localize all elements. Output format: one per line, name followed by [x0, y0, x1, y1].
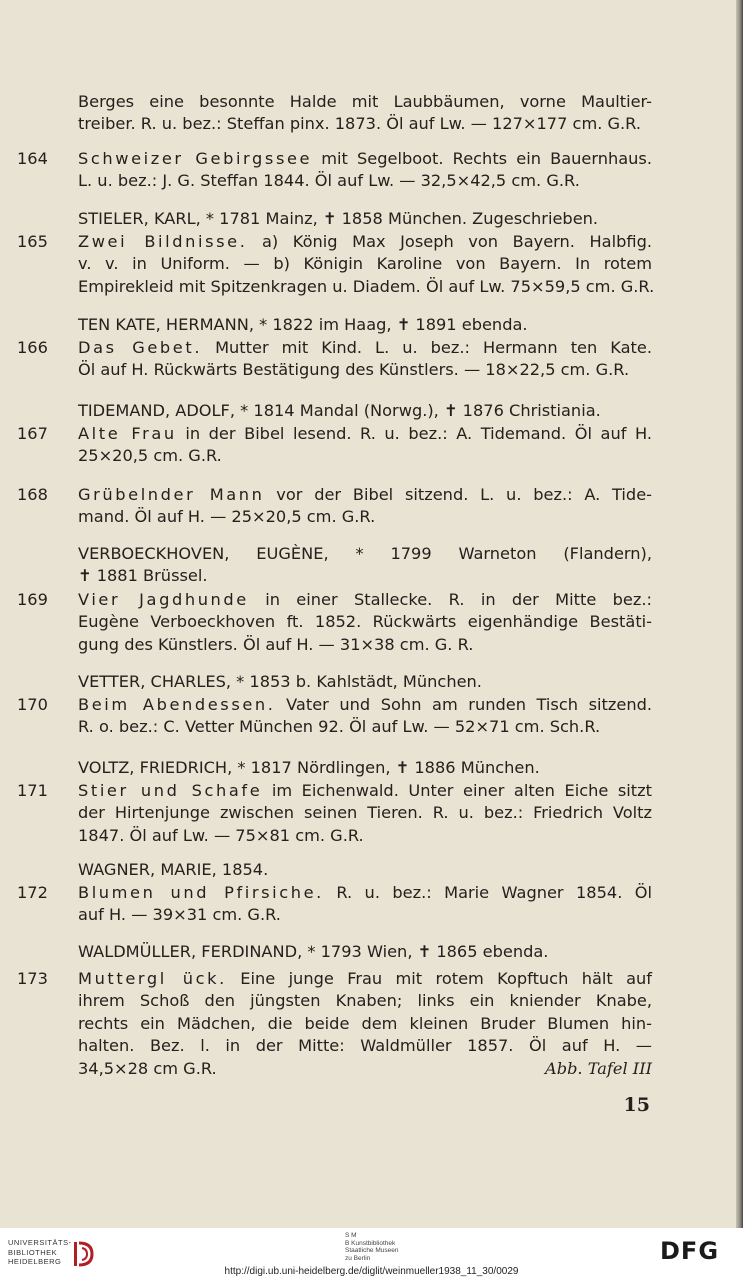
- text-line: [78, 588, 652, 611]
- line-text: VETTER, CHARLES, * 1853 b. Kahlstädt, München.: [78, 672, 482, 691]
- work-title: Blumen und Pfirsiche.: [78, 883, 324, 902]
- line-text: VERBOECKHOVEN, EUGÈNE, * 1799 Warneton (Flandern),: [78, 544, 652, 563]
- text-line: [78, 801, 652, 824]
- line-text: VOLTZ, FRIEDRICH, * 1817 Nördlingen, ✝ 1886 München.: [78, 758, 540, 777]
- dfg-logo[interactable]: DFG: [660, 1237, 720, 1265]
- text-line: [78, 422, 652, 445]
- work-title: Beim Abendessen.: [78, 695, 276, 714]
- work-title: Schweizer Gebirgssee: [78, 149, 313, 168]
- stamp-line: Staatliche Museen: [345, 1247, 399, 1254]
- line-text: auf H. — 39×31 cm. G.R.: [78, 905, 281, 925]
- book-edge: [736, 0, 743, 1228]
- line-text: a) König Max Joseph von Bayern. Halbfig.: [247, 232, 652, 251]
- line-text: STIELER, KARL, * 1781 Mainz, ✝ 1858 München. Zugeschrieben.: [78, 209, 599, 228]
- catalog-number: 170: [17, 695, 48, 714]
- line-text: halten. Bez. l. in der Mitte: Waldmüller 1857. Öl auf H. —: [78, 1036, 652, 1056]
- text-line: [78, 1012, 652, 1035]
- work-title: Alte Frau: [78, 424, 177, 443]
- line-text: Empirekleid mit Spitzenkragen u. Diadem. Öl auf Lw. 75×59,5 cm. G.R.: [78, 276, 655, 296]
- text-line: [78, 505, 652, 528]
- stamp-line: zu Berlin: [345, 1254, 371, 1262]
- line-text: Eine junge Frau mit rotem Kopftuch hält auf: [226, 969, 652, 988]
- text-line: [78, 564, 652, 587]
- line-text: ✝ 1881 Brüssel.: [78, 566, 208, 586]
- work-title: Vier Jagdhunde: [78, 590, 249, 609]
- line-text: Öl auf H. Rückwärts Bestätigung des Künstlers. — 18×22,5 cm. G.R.: [78, 360, 630, 380]
- line-text: rechts ein Mädchen, die beide dem kleinen Bruder Blumen hin-: [78, 1013, 652, 1033]
- line-text: R. o. bez.: C. Vetter München 92. Öl auf Lw. — 52×71 cm. Sch.R.: [78, 717, 601, 737]
- work-title: Muttergl ück.: [78, 969, 227, 988]
- text-line: [78, 313, 652, 336]
- line-text: L. u. bez.: J. G. Steffan 1844. Öl auf Lw. — 32,5×42,5 cm. G.R.: [78, 171, 580, 191]
- catalog-number: 164: [17, 149, 48, 168]
- line-text: Mutter mit Kind. L. u. bez.: Hermann ten Kate.: [202, 338, 652, 357]
- line-text: mand. Öl auf H. — 25×20,5 cm. G.R.: [78, 507, 376, 527]
- text-line: [78, 358, 652, 381]
- source-url-link[interactable]: http://digi.ub.uni-heidelberg.de/diglit/weinmueller1938_11_30/0029: [224, 1266, 519, 1277]
- text-line: [78, 542, 652, 565]
- line-text: WAGNER, MARIE, 1854.: [78, 860, 269, 879]
- text-line: [78, 90, 652, 113]
- line-text: 34,5×28 cm G.R.: [78, 1058, 217, 1078]
- line-text: vor der Bibel sitzend. L. u. bez.: A. Tide-: [264, 485, 652, 504]
- line-text: gung des Künstlers. Öl auf H. — 31×38 cm. G. R.: [78, 634, 474, 654]
- text-line: [78, 444, 652, 467]
- line-text: TEN KATE, HERMANN, * 1822 im Haag, ✝ 1891 ebenda.: [78, 315, 528, 334]
- page-number: 15: [623, 1094, 650, 1116]
- line-text: WALDMÜLLER, FERDINAND, * 1793 Wien, ✝ 1865 ebenda.: [78, 942, 549, 961]
- text-line: [78, 858, 652, 881]
- text-line: [78, 252, 652, 275]
- text-line: [78, 336, 652, 359]
- catalog-number: 173: [17, 969, 48, 988]
- stamp-line: S M: [345, 1232, 357, 1239]
- line-text: Berges eine besonnte Halde mit Laubbäumen, vorne Maultier-: [78, 92, 652, 111]
- ub-emblem-icon: [72, 1239, 98, 1269]
- text-line: [78, 610, 652, 633]
- catalog-number: 166: [17, 338, 48, 357]
- library-line: BIBLIOTHEK: [8, 1247, 58, 1257]
- viewer-footer: [0, 1228, 743, 1280]
- text-line: [78, 940, 652, 963]
- text-line: [78, 399, 652, 422]
- text-line: [78, 989, 652, 1012]
- line-text: im Eichenwald. Unter einer alten Eiche sitzt: [262, 781, 652, 800]
- text-line: [78, 147, 652, 170]
- text-line: [78, 207, 652, 230]
- work-title: Zwei Bildnisse.: [78, 232, 248, 251]
- text-line: [78, 756, 652, 779]
- text-line: [78, 824, 652, 847]
- text-line: [78, 112, 652, 135]
- line-text: treiber. R. u. bez.: Steffan pinx. 1873. Öl auf Lw. — 127×177 cm. G.R.: [78, 114, 642, 134]
- line-text: Eugène Verboeckhoven ft. 1852. Rückwärts eigenhändige Bestäti-: [78, 612, 652, 632]
- line-text: in der Bibel lesend. R. u. bez.: A. Tidemand. Öl auf H.: [176, 424, 652, 443]
- text-line: [78, 275, 655, 298]
- text-line: [78, 169, 652, 192]
- catalog-number: 171: [17, 781, 48, 800]
- line-text: Vater und Sohn am runden Tisch sitzend.: [275, 695, 652, 714]
- text-line: [78, 967, 652, 990]
- stamp-line: B Kunstbibliothek: [345, 1239, 396, 1247]
- text-line: [78, 633, 652, 656]
- line-text: v. v. in Uniform. — b) Königin Karoline von Bayern. In rotem: [78, 254, 652, 274]
- text-line: [78, 1034, 652, 1057]
- catalog-number: 168: [17, 485, 48, 504]
- catalog-number: 169: [17, 590, 48, 609]
- text-line: [78, 1057, 652, 1080]
- catalog-number: 167: [17, 424, 48, 443]
- work-title: Das Gebet.: [78, 338, 203, 357]
- line-text: ihrem Schoß den jüngsten Knaben; links ein kniender Knabe,: [78, 991, 652, 1011]
- line-text: 1847. Öl auf Lw. — 75×81 cm. G.R.: [78, 825, 364, 845]
- text-line: [78, 715, 652, 738]
- line-text: R. u. bez.: Marie Wagner 1854. Öl: [323, 883, 653, 902]
- text-line: [78, 230, 652, 253]
- line-text: mit Segelboot. Rechts ein Bauernhaus.: [312, 149, 652, 168]
- text-line: [78, 483, 652, 506]
- line-text: TIDEMAND, ADOLF, * 1814 Mandal (Norwg.), ✝ 1876 Christiania.: [78, 401, 601, 420]
- text-line: [78, 670, 652, 693]
- kunstbibliothek-stamp: [345, 1232, 465, 1262]
- line-text: 25×20,5 cm. G.R.: [78, 446, 222, 466]
- text-line: [78, 779, 652, 802]
- library-line: UNIVERSITÄTS-: [8, 1238, 72, 1247]
- catalog-number: 165: [17, 232, 48, 251]
- plate-reference: Abb. Tafel III: [545, 1058, 652, 1078]
- line-text: in einer Stallecke. R. in der Mitte bez.:: [248, 590, 652, 609]
- work-title: Grübelnder Mann: [78, 485, 265, 504]
- line-text: der Hirtenjunge zwischen seinen Tieren. R. u. bez.: Friedrich Voltz: [78, 803, 652, 823]
- text-line: [78, 903, 652, 926]
- text-line: [78, 693, 652, 716]
- work-title: Stier und Schafe: [78, 781, 263, 800]
- library-line: HEIDELBERG: [8, 1257, 62, 1266]
- text-line: [78, 881, 652, 904]
- catalog-number: 172: [17, 883, 48, 902]
